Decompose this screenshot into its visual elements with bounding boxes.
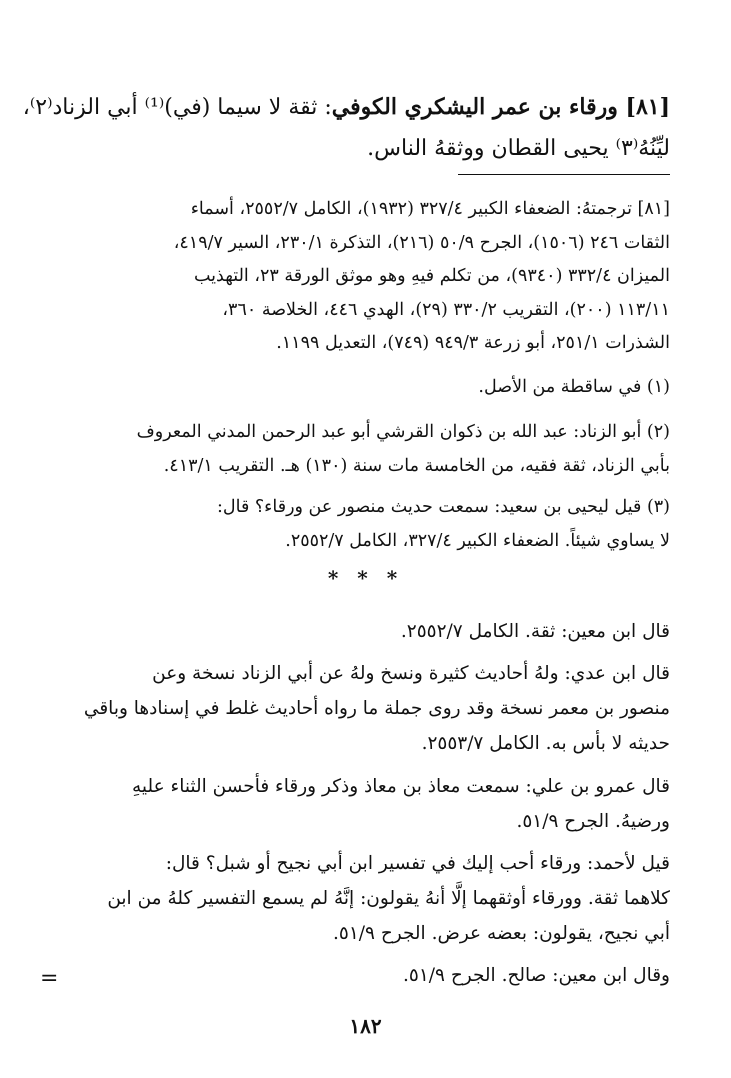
paragraph-2 (50, 656, 670, 761)
reference-line: الشذرات ٢٥١/١، أبو زرعة ٩٤٩/٣ (٧٤٩)، التعديل ١١٩٩. (276, 333, 670, 353)
narrator-name: [٨١] ورقاء بن عمر اليشكري الكوفي (331, 94, 670, 120)
entry-line-1 (22, 86, 670, 128)
translation-references (50, 193, 670, 361)
continuation-mark: = (40, 966, 59, 991)
paragraph-line: كلاهما ثقة. وورقاء أوثقهما إلَّا أنهُ يقولون: إنَّهُ لم يسمع التفسير كلهُ من ابن (107, 888, 670, 909)
paragraph-line: قال ابن عدي: ولهُ أحاديث كثيرة ونسخ ولهُ عن أبي الزناد نسخة وعن (152, 663, 670, 684)
footnote-line: (٢) أبو الزناد: عبد الله بن ذكوان القرشي أبو عبد الرحمن المدني المعروف (136, 422, 670, 442)
footnote-line: بأبي الزناد، ثقة فقيه، من الخامسة مات سنة (١٣٠) هـ. التقريب ٤١٣/١. (163, 455, 670, 476)
footnote-1 (50, 371, 670, 405)
reference-line: الثقات ٢٤٦ (١٥٠٦)، الجرح ٥٠/٩ (٢١٦)، التذكرة ٢٣٠/١، السير ٤١٩/٧، (173, 232, 670, 253)
paragraph-line: وقال ابن معين: صالح. الجرح ٥١/٩. (403, 965, 670, 986)
page-number: ١٨٢ (349, 1014, 382, 1038)
entry-line-2: ليِّنُهُ⁽٣⁾ يحيى القطان ووثقهُ الناس. (367, 136, 670, 161)
footnote-line: (٣) قيل ليحيى بن سعيد: سمعت حديث منصور عن ورقاء؟ قال: (217, 497, 670, 517)
footnote-3 (50, 491, 670, 558)
reference-line: ١١٣/١١ (٢٠٠)، التقريب ٣٣٠/٢ (٢٩)، الهدي ٤٤٦، الخلاصة ٣٦٠، (222, 299, 670, 320)
footnote-line: (١) في ساقطة من الأصل. (478, 377, 670, 397)
paragraph-line: قال عمرو بن علي: سمعت معاذ بن معاذ وذكر ورقاء فأحسن الثناء عليهِ (131, 776, 670, 797)
paragraph-5 (50, 958, 670, 993)
footnote-line: لا يساوي شيئاً. الضعفاء الكبير ٣٢٧/٤، الكامل ٢٥٥٢/٧. (285, 530, 670, 551)
paragraph-line: أبي نجيح، يقولون: بعضه عرض. الجرح ٥١/٩. (333, 923, 670, 944)
entry-heading (22, 86, 670, 170)
paragraph-4 (50, 846, 670, 951)
entry-grading: : ثقة لا سيما (في)⁽¹⁾ أبي الزناد⁽٢⁾، (22, 95, 332, 120)
footnote-2 (50, 416, 670, 483)
paragraph-3 (50, 769, 670, 839)
paragraph-line: حديثه لا بأس به. الكامل ٢٥٥٣/٧. (421, 733, 670, 754)
paragraph-line: قال ابن معين: ثقة. الكامل ٢٥٥٢/٧. (400, 621, 670, 642)
paragraph-1 (50, 614, 670, 649)
reference-line: [٨١] ترجمتهُ: الضعفاء الكبير ٣٢٧/٤ (١٩٣٢)، الكامل ٢٥٥٢/٧، أسماء (190, 199, 670, 219)
paragraph-line: منصور بن معمر نسخة وقد روى جملة ما رواه أحاديث غلط في إسنادها وباقي (83, 698, 670, 719)
reference-line: الميزان ٣٣٢/٤ (٩٣٤٠)، من تكلم فيهِ وهو موثق الورقة ٢٣، التهذيب (194, 266, 670, 286)
paragraph-line: قيل لأحمد: ورقاء أحب إليك في تفسير ابن أبي نجيح أو شبل؟ قال: (165, 853, 670, 874)
paragraph-line: ورضيهُ. الجرح ٥١/٩. (516, 811, 670, 832)
footnote-divider (458, 174, 670, 175)
section-separator: * * * (327, 566, 404, 590)
